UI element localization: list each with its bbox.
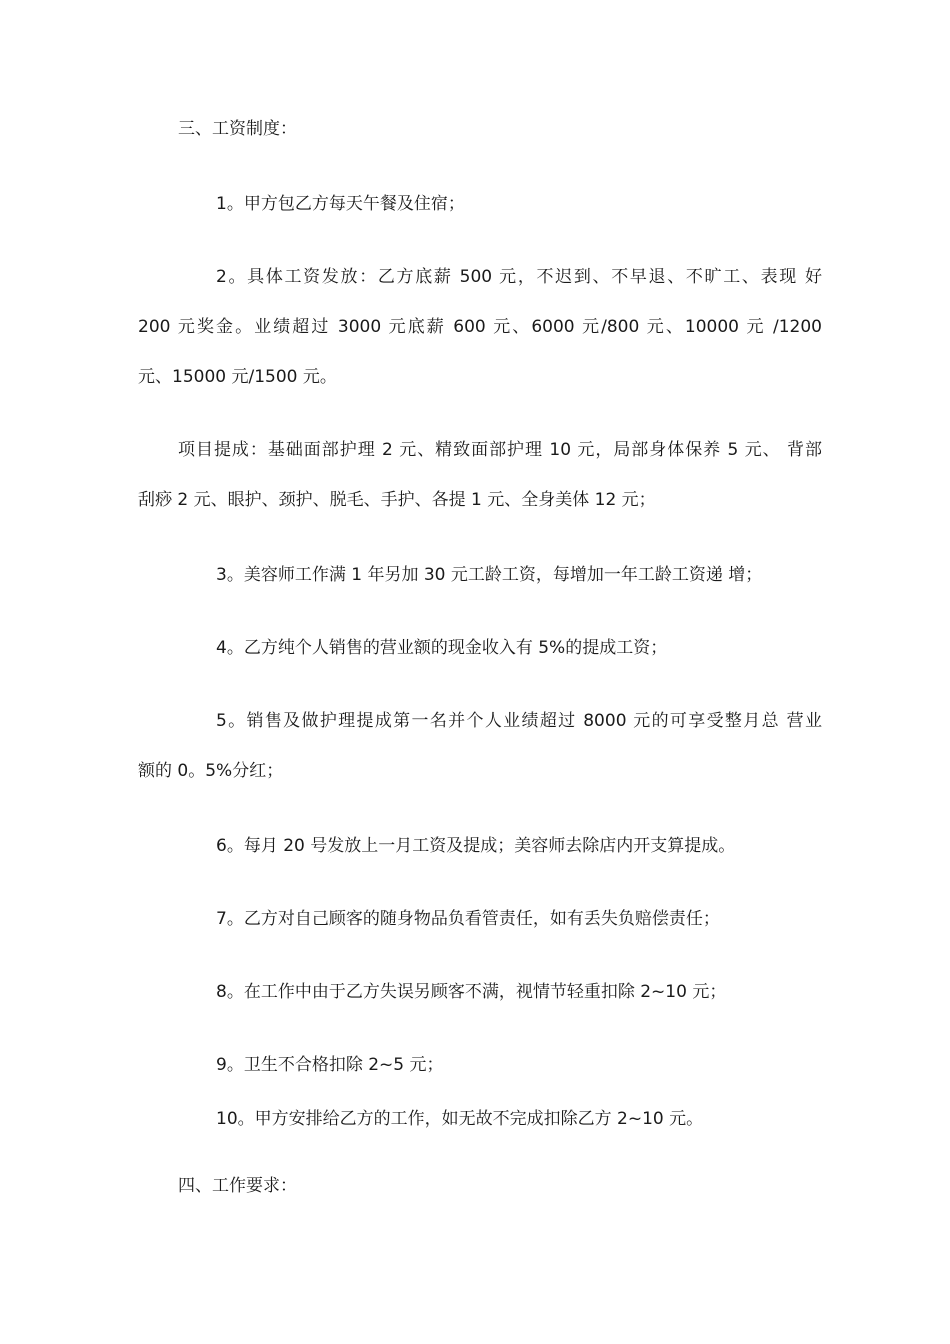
list-item-1: 1。甲方包乙方每天午餐及住宿； — [216, 194, 465, 214]
commission-line-2: 刮痧 2 元、眼护、颈护、脱毛、手护、各提 1 元、全身美体 12 元； — [138, 490, 656, 510]
list-item-9: 9。卫生不合格扣除 2~5 元； — [216, 1055, 444, 1075]
commission-line-1: 项目提成：基础面部护理 2 元、精致面部护理 10 元，局部身体保养 5 元、 背部 — [178, 440, 822, 460]
list-item-5-line-1: 5。销售及做护理提成第一名并个人业绩超过 8000 元的可享受整月总 营业 — [216, 711, 822, 731]
list-item-2-line-3: 元、15000 元/1500 元。 — [138, 367, 337, 387]
list-item-2-line-1: 2。具体工资发放：乙方底薪 500 元，不迟到、不早退、不旷工、表现 好 — [216, 267, 822, 287]
list-item-8: 8。在工作中由于乙方失误另顾客不满，视情节轻重扣除 2~10 元； — [216, 982, 727, 1002]
list-item-10: 10。甲方安排给乙方的工作，如无故不完成扣除乙方 2~10 元。 — [216, 1109, 704, 1129]
section-4-heading: 四、工作要求： — [178, 1176, 297, 1196]
section-3-heading: 三、工资制度： — [178, 119, 297, 139]
list-item-6: 6。每月 20 号发放上一月工资及提成；美容师去除店内开支算提成。 — [216, 836, 736, 856]
list-item-5-line-2: 额的 0。5%分红； — [138, 761, 284, 781]
list-item-3: 3。美容师工作满 1 年另加 30 元工龄工资，每增加一年工龄工资递 增； — [216, 565, 763, 585]
list-item-4: 4。乙方纯个人销售的营业额的现金收入有 5%的提成工资； — [216, 638, 668, 658]
list-item-2-line-2: 200 元奖金。业绩超过 3000 元底薪 600 元、6000 元/800 元、10000 元 /1200 — [138, 317, 822, 337]
list-item-7: 7。乙方对自己顾客的随身物品负看管责任，如有丢失负赔偿责任； — [216, 909, 720, 929]
